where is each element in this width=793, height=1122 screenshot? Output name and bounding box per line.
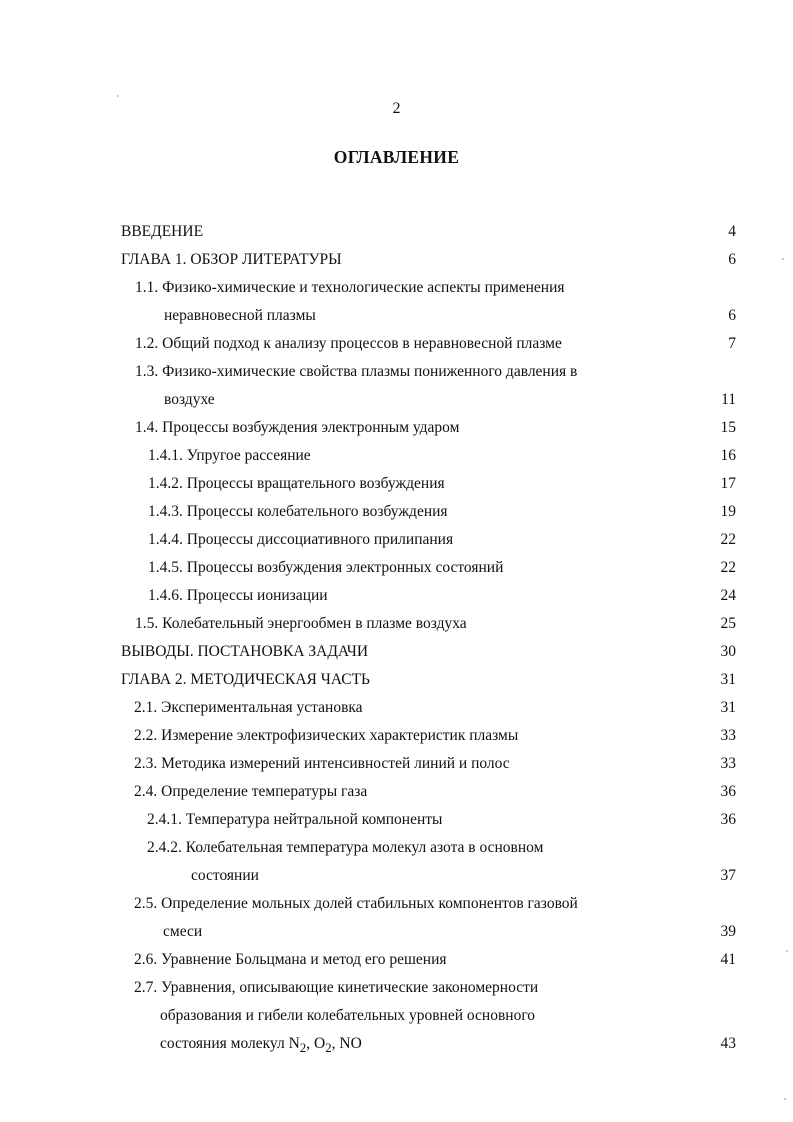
page-title: ОГЛАВЛЕНИЕ <box>333 147 460 167</box>
toc-entry-page: 15 <box>720 419 736 436</box>
scan-speck <box>786 950 788 952</box>
toc-entry-title: 1.1. Физико-химические и технологические аспекты применения <box>135 279 565 296</box>
toc-entry-page: 11 <box>721 391 736 408</box>
toc-entry[interactable] <box>0 697 793 719</box>
toc-entry-page: 36 <box>720 783 736 800</box>
toc-entry-title: 1.4.1. Упругое рассеяние <box>148 447 311 464</box>
toc-entry[interactable] <box>0 277 793 299</box>
toc-entry-title: 2.6. Уравнение Больцмана и метод его решения <box>134 951 447 968</box>
toc-entry-title: 2.1. Экспериментальная установка <box>134 699 363 716</box>
toc-entry[interactable] <box>0 613 793 635</box>
scan-speck <box>782 258 784 260</box>
toc-entry[interactable] <box>0 837 793 859</box>
toc-entry[interactable] <box>0 221 793 243</box>
toc-entry-page: 31 <box>720 699 736 716</box>
toc-entry[interactable] <box>0 361 793 383</box>
toc-entry-title: 2.2. Измерение электрофизических характеристик плазмы <box>134 727 519 744</box>
toc-entry-title: 1.5. Колебательный энергообмен в плазме воздуха <box>135 615 467 632</box>
toc-entry-title: 1.4.5. Процессы возбуждения электронных состояний <box>148 559 504 576</box>
toc-entry-title: ГЛАВА 2. МЕТОДИЧЕСКАЯ ЧАСТЬ <box>121 671 370 688</box>
toc-entry[interactable] <box>0 557 793 579</box>
toc-entry-title: образования и гибели колебательных уровней основного <box>160 1007 536 1024</box>
toc-entry[interactable] <box>0 725 793 747</box>
toc-entry-title: 1.4.4. Процессы диссоциативного прилипания <box>148 531 454 548</box>
toc-entry[interactable] <box>0 893 793 915</box>
toc-entry[interactable] <box>0 921 793 943</box>
toc-entry-page: 6 <box>728 307 736 324</box>
formula-mid: , O <box>306 1035 326 1052</box>
toc-entry-page: 17 <box>720 475 736 492</box>
toc-entry[interactable] <box>0 977 793 999</box>
toc-entry[interactable] <box>0 501 793 523</box>
formula-prefix: состояния молекул N <box>160 1035 300 1052</box>
toc-entry-page: 33 <box>720 727 736 744</box>
subscript: 2 <box>325 1040 332 1056</box>
toc-entry-title: 2.5. Определение мольных долей стабильных компонентов газовой <box>134 895 578 912</box>
toc-entry[interactable] <box>0 669 793 691</box>
toc-entry-title: 1.4.6. Процессы ионизации <box>148 587 328 604</box>
toc-entry[interactable] <box>0 1005 793 1027</box>
toc-entry-page: 19 <box>720 503 736 520</box>
toc-entry[interactable] <box>0 865 793 887</box>
toc-entry-title: 1.2. Общий подход к анализу процессов в неравновесной плазме <box>135 335 562 352</box>
toc-entry-page: 6 <box>728 251 736 268</box>
toc-entry-page: 36 <box>720 811 736 828</box>
toc-entry-title: 2.4.1. Температура нейтральной компоненты <box>147 811 443 828</box>
toc-entry-title: 2.4.2. Колебательная температура молекул азота в основном <box>147 839 544 856</box>
toc-entry-title: 1.3. Физико-химические свойства плазмы пониженного давления в <box>135 363 578 380</box>
toc-entry-page: 22 <box>720 559 736 576</box>
scan-speck <box>117 95 119 97</box>
toc-entry-page: 43 <box>720 1035 736 1052</box>
toc-entry-title: ВЫВОДЫ. ПОСТАНОВКА ЗАДАЧИ <box>121 643 369 660</box>
toc-entry-page: 33 <box>720 755 736 772</box>
toc-entry-title: 2.3. Методика измерений интенсивностей линий и полос <box>134 755 510 772</box>
toc-entry[interactable] <box>0 445 793 467</box>
toc-entry[interactable] <box>0 305 793 327</box>
toc-entry-title: 2.4. Определение температуры газа <box>134 783 368 800</box>
toc-entry-page: 41 <box>720 951 736 968</box>
toc-entry-page: 30 <box>720 643 736 660</box>
scan-speck <box>784 1098 786 1100</box>
toc-entry[interactable] <box>0 781 793 803</box>
toc-entry-page: 4 <box>728 223 736 240</box>
toc-entry-title: воздухе <box>164 391 215 408</box>
toc-entry[interactable] <box>0 529 793 551</box>
toc-entry-title: 1.4.2. Процессы вращательного возбуждения <box>148 475 445 492</box>
toc-entry[interactable] <box>0 753 793 775</box>
toc-entry-title: 1.4.3. Процессы колебательного возбуждения <box>148 503 448 520</box>
toc-entry-title: неравновесной плазмы <box>164 307 316 324</box>
toc-entry-page: 37 <box>720 867 736 884</box>
toc-entry-title <box>160 1033 362 1059</box>
subscript: 2 <box>299 1040 307 1056</box>
toc-entry[interactable] <box>0 1033 793 1055</box>
toc-entry[interactable] <box>0 417 793 439</box>
toc-entry[interactable] <box>0 809 793 831</box>
toc-entry-title: 2.7. Уравнения, описывающие кинетические закономерности <box>134 979 539 996</box>
toc-entry[interactable] <box>0 949 793 971</box>
toc-entry-page: 31 <box>720 671 736 688</box>
toc-entry[interactable] <box>0 473 793 495</box>
toc-entry[interactable] <box>0 389 793 411</box>
toc-entry-page: 7 <box>728 335 736 352</box>
page-number: 2 <box>392 100 401 117</box>
toc-entry-title: ВВЕДЕНИЕ <box>121 223 204 240</box>
formula-suffix: , NO <box>331 1035 362 1052</box>
toc-entry-page: 39 <box>720 923 736 940</box>
toc-entry-page: 25 <box>720 615 736 632</box>
toc-entry-page: 22 <box>720 531 736 548</box>
toc-entry[interactable] <box>0 641 793 663</box>
toc-entry-page: 16 <box>720 447 736 464</box>
toc-entry-title: смеси <box>163 923 203 940</box>
toc-entry-page: 24 <box>720 587 736 604</box>
toc-entry-title: ГЛАВА 1. ОБЗОР ЛИТЕРАТУРЫ <box>121 251 342 268</box>
toc-entry-title: состоянии <box>191 867 259 884</box>
toc-entry[interactable] <box>0 585 793 607</box>
toc-entry[interactable] <box>0 333 793 355</box>
toc-entry-title: 1.4. Процессы возбуждения электронным ударом <box>135 419 460 436</box>
toc-entry[interactable] <box>0 249 793 271</box>
